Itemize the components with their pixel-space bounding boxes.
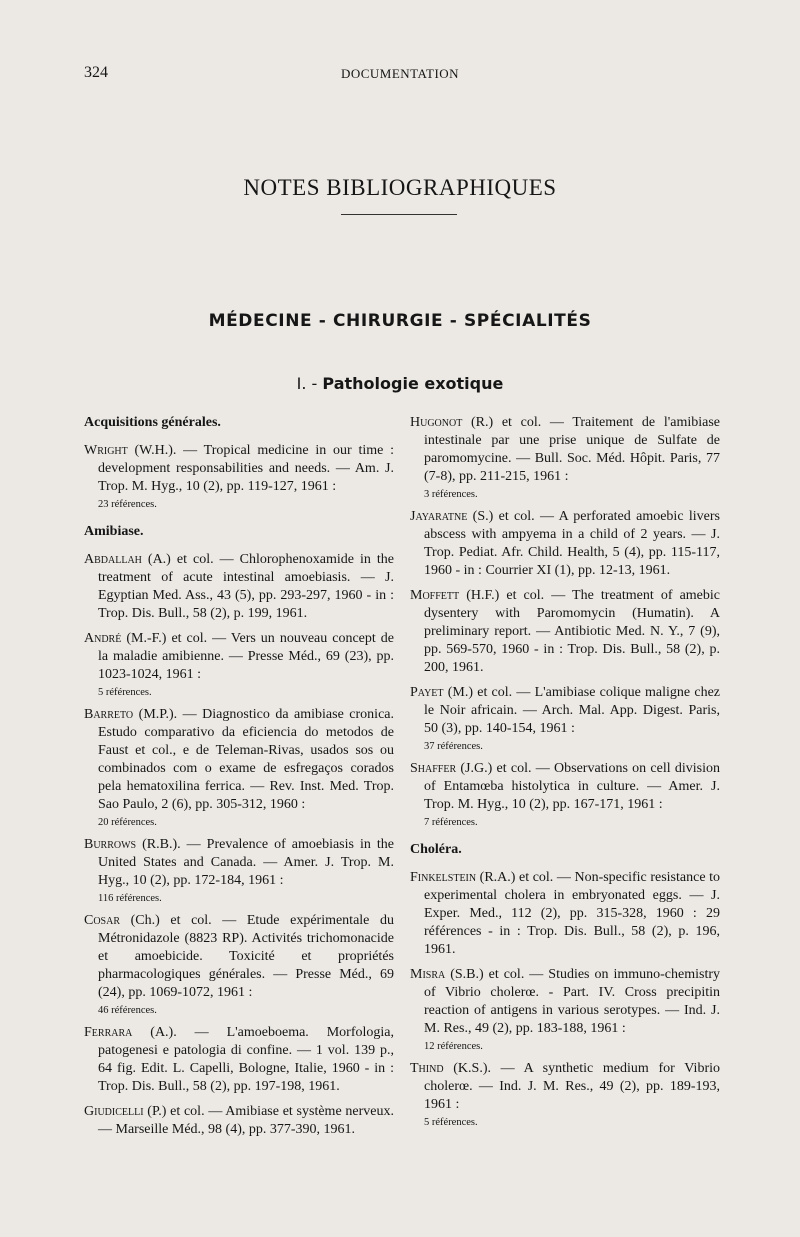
bibliography-entry (410, 760, 720, 814)
entry-text: (Ch.) et col. — Etude expérimentale du Métronidazole (8823 RP). Activités trichomonacide et amoebicide. Toxicité et propriétés pharmacologiques générales. — Presse Méd., 69 (24), pp. 1069-1072, 1961 : (98, 913, 394, 1000)
reference-count: 5 références. (98, 687, 152, 698)
reference-count: 5 références. (424, 1117, 478, 1128)
entry-author: Burrows (84, 837, 137, 852)
entry-text: (R.) et col. — Traitement de l'amibiase intestinale par une prise unique de Sulfate de paromomycine. — Bull. Soc. Méd. Hôpit. Paris, 77 (7-8), pp. 211-215, 1961 : (424, 415, 720, 484)
subsection-heading (0, 374, 800, 393)
bibliography-entry (84, 442, 394, 496)
entry-text: (R.A.) et col. — Non-specific resistance to experimental cholera in embryonated eggs. — J. Exper. Med., 112 (2), pp. 315-328, 1960 : 29 références - in : Trop. Dis. Bull., 58 (2), p. 196, 1961. (424, 870, 720, 957)
entry-author: Finkelstein (410, 870, 477, 885)
entry-text: (A.) et col. — Chlorophenoxamide in the treatment of acute intestinal amoebiasis. — J. Egyptian Med. Ass., 43 (5), pp. 293-297, 1960 - in : Trop. Dis. Bull., 58 (2), p. 199, 1961. (98, 552, 394, 621)
reference-count: 116 références. (98, 893, 162, 904)
bibliography-entry (84, 912, 394, 1002)
entry-text: (M.-F.) et col. — Vers un nouveau concept de la maladie amibienne. — Presse Méd., 69 (23), pp. 1023-1024, 1961 : (98, 631, 394, 682)
entry-text: (H.F.) et col. — The treatment of amebic dysentery with Paromomycin (Humatin). A preliminary report. — Antibiotic Med. N. Y., 7 (9), pp. 569-570, 1960 - in : Trop. Dis. Bull., 58 (2), p. 200, 1961. (424, 588, 720, 675)
bibliography-entry (410, 414, 720, 486)
entry-author: Misra (410, 967, 446, 982)
entry-text: (W.H.). — Tropical medicine in our time : development responsabilities and needs. — Am. J. Trop. M. Hyg., 10 (2), pp. 119-127, 1961 : (98, 443, 394, 494)
running-header (84, 64, 716, 84)
reference-count: 20 références. (98, 817, 157, 828)
entry-text: (S.) et col. — A perforated amoebic livers abscess with ampyema in a child of 2 years. — J. Trop. Pediat. Afr. Child. Health, 5 (4), pp. 115-117, 1960 - in : Courrier XI (1), pp. 12-13, 1961. (424, 509, 720, 578)
entry-author: Hugonot (410, 415, 463, 430)
entry-text: (P.) et col. — Amibiase et système nerveux. — Marseille Méd., 98 (4), pp. 377-390, 1961. (98, 1104, 394, 1137)
reference-count: 12 références. (424, 1041, 483, 1052)
entry-author: Cosar (84, 913, 121, 928)
bibliography-entry (84, 1103, 394, 1139)
entry-author: Payet (410, 685, 444, 700)
entry-author: Moffett (410, 588, 460, 603)
entry-text: (K.S.). — A synthetic medium for Vibrio cholerœ. — Ind. J. M. Res., 49 (2), pp. 189-193, 1961 : (424, 1061, 720, 1112)
reference-count: 46 références. (98, 1005, 157, 1016)
right-column (410, 414, 720, 1136)
entry-author: Giudicelli (84, 1104, 144, 1119)
bibliography-entry (410, 684, 720, 738)
bibliography-entry (84, 706, 394, 814)
running-title: DOCUMENTATION (340, 66, 460, 81)
entry-author: André (84, 631, 122, 646)
reference-count: 7 références. (424, 817, 478, 828)
reference-count: 37 références. (424, 741, 483, 752)
entry-text: (A.). — L'amoeboema. Morfologia, patogenesi e patologia di confine. — 1 vol. 139 p., 64 fig. Edit. L. Capelli, Bologne, Italie, 1960 - in : Trop. Dis. Bull., 58 (2), pp. 197-198, 1961. (98, 1025, 394, 1094)
page-number: 324 (84, 64, 108, 81)
bibliography-entry (84, 1024, 394, 1096)
reference-count: 3 références. (424, 489, 478, 500)
entry-text: (M.) et col. — L'amibiase colique maligne chez le Noir africain. — Arch. Mal. App. Digest. Paris, 50 (3), pp. 140-154, 1961 : (424, 685, 720, 736)
entry-text: (M.P.). — Diagnostico da amibiase cronica. Estudo comparativo da eficiencia do metodos de Faust et col., e de Teleman-Rivas, usados sos ou combinados com o exame de esfregaços corados pela hematoxilina ferrica. — Rev. Inst. Med. Trop. Sao Paulo, 2 (6), pp. 305-312, 1960 : (98, 707, 394, 812)
entry-author: Wright (84, 443, 128, 458)
bibliography-entry (410, 966, 720, 1038)
bibliography-entry (84, 630, 394, 684)
entry-author: Thind (410, 1061, 444, 1076)
category-heading: Amibiase. (84, 524, 144, 539)
bibliography-entry (410, 508, 720, 580)
bibliography-entry (410, 869, 720, 959)
entry-author: Shaffer (410, 761, 457, 776)
subsection-number: I. - (296, 374, 318, 393)
bibliography-entry (84, 551, 394, 623)
title-underline (341, 214, 457, 215)
entry-author: Jayaratne (410, 509, 468, 524)
entry-text: (S.B.) et col. — Studies on immuno-chemistry of Vibrio cholerœ. - Part. IV. Cross precipitin reaction of antigens in various serotypes. — Ind. J. M. Res., 49 (2), pp. 183-188, 1961 : (424, 967, 720, 1036)
bibliography-entry (84, 836, 394, 890)
category-heading: Acquisitions générales. (84, 415, 221, 430)
entry-author: Abdallah (84, 552, 142, 567)
reference-count: 23 références. (98, 499, 157, 510)
section-heading: MÉDECINE - CHIRURGIE - SPÉCIALITÉS (208, 311, 592, 331)
left-column (84, 414, 394, 1141)
page-title: NOTES BIBLIOGRAPHIQUES (243, 175, 557, 200)
entry-text: (J.G.) et col. — Observations on cell division of Entamœba histolytica in culture. — Amer. J. Trop. M. Hyg., 10 (2), pp. 167-171, 1961 : (424, 761, 720, 812)
subsection-label: Pathologie exotique (322, 374, 504, 393)
entry-text: (R.B.). — Prevalence of amoebiasis in the United States and Canada. — Amer. J. Trop. M. Hyg., 10 (2), pp. 172-184, 1961 : (98, 837, 394, 888)
category-heading: Choléra. (410, 842, 462, 857)
entry-author: Barreto (84, 707, 134, 722)
entry-author: Ferrara (84, 1025, 133, 1040)
bibliography-entry (410, 1060, 720, 1114)
bibliography-entry (410, 587, 720, 677)
